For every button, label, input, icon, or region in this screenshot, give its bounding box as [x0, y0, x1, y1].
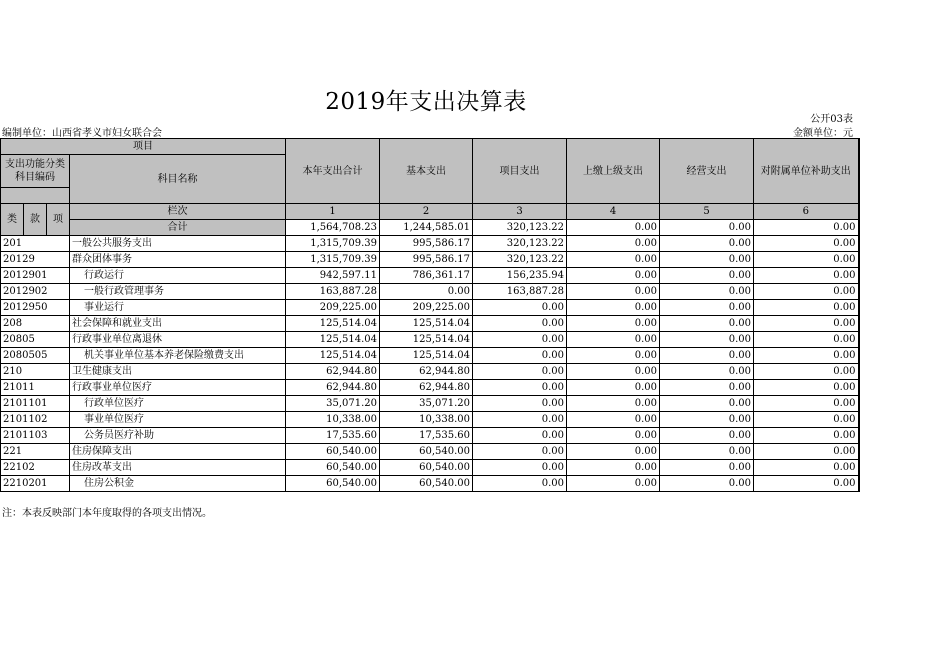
- row-subsidy-cell: 0.00: [754, 460, 859, 476]
- row-name: 事业单位医疗: [70, 412, 286, 428]
- xiang-header: 项: [47, 204, 70, 236]
- row-project-cell: 0.00: [473, 316, 567, 332]
- expenditure-table: [0, 138, 860, 492]
- row-total-cell: 209,225.00: [286, 300, 380, 316]
- row-code: 2210201: [1, 476, 70, 492]
- row-business-cell: 0.00: [660, 316, 754, 332]
- lanci-header: 栏次: [70, 204, 286, 220]
- kuan-header: 款: [24, 204, 47, 236]
- business-cell: 0.00: [660, 220, 754, 236]
- table-row: [1, 332, 859, 348]
- row-business-cell: 0.00: [660, 396, 754, 412]
- row-subsidy-cell: 0.00: [754, 476, 859, 492]
- row-business-cell: 0.00: [660, 364, 754, 380]
- row-code: 2012950: [1, 300, 70, 316]
- row-code: 2080505: [1, 348, 70, 364]
- table-row: [1, 268, 859, 284]
- row-name: 群众团体事务: [70, 252, 286, 268]
- row-code: 201: [1, 236, 70, 252]
- col-basic-header: 基本支出: [380, 139, 473, 204]
- row-total-cell: 125,514.04: [286, 332, 380, 348]
- row-project-cell: 0.00: [473, 460, 567, 476]
- row-basic-cell: 0.00: [380, 284, 473, 300]
- row-name: 卫生健康支出: [70, 364, 286, 380]
- row-name: 公务员医疗补助: [70, 428, 286, 444]
- row-basic-cell: 209,225.00: [380, 300, 473, 316]
- row-total-cell: 62,944.80: [286, 380, 380, 396]
- row-subsidy-cell: 0.00: [754, 380, 859, 396]
- row-code: 221: [1, 444, 70, 460]
- row-upper-cell: 0.00: [567, 460, 660, 476]
- row-code: 21011: [1, 380, 70, 396]
- row-project-cell: 320,123.22: [473, 252, 567, 268]
- col-num-4: 4: [567, 204, 660, 220]
- row-project-cell: 156,235.94: [473, 268, 567, 284]
- row-business-cell: 0.00: [660, 380, 754, 396]
- row-subsidy-cell: 0.00: [754, 316, 859, 332]
- row-project-cell: 0.00: [473, 444, 567, 460]
- subsidy-cell: 0.00: [754, 220, 859, 236]
- row-code: 2101103: [1, 428, 70, 444]
- func-code-header: 支出功能分类科目编码: [1, 155, 70, 188]
- col-business-header: 经营支出: [660, 139, 754, 204]
- row-total-cell: 62,944.80: [286, 364, 380, 380]
- table-row: [1, 316, 859, 332]
- col-num-5: 5: [660, 204, 754, 220]
- header-row-lanci: [1, 204, 859, 220]
- item-header: 项目: [1, 139, 286, 155]
- table-row: [1, 460, 859, 476]
- row-basic-cell: 125,514.04: [380, 348, 473, 364]
- row-name: 事业运行: [70, 300, 286, 316]
- row-subsidy-cell: 0.00: [754, 300, 859, 316]
- row-code: 208: [1, 316, 70, 332]
- row-project-cell: 0.00: [473, 380, 567, 396]
- row-basic-cell: 10,338.00: [380, 412, 473, 428]
- table-row: [1, 444, 859, 460]
- row-subsidy-cell: 0.00: [754, 444, 859, 460]
- row-upper-cell: 0.00: [567, 380, 660, 396]
- header-row-item: [1, 139, 859, 155]
- row-total-cell: 60,540.00: [286, 476, 380, 492]
- row-business-cell: 0.00: [660, 348, 754, 364]
- row-upper-cell: 0.00: [567, 332, 660, 348]
- row-upper-cell: 0.00: [567, 444, 660, 460]
- row-project-cell: 0.00: [473, 300, 567, 316]
- row-business-cell: 0.00: [660, 428, 754, 444]
- upper-cell: 0.00: [567, 220, 660, 236]
- row-business-cell: 0.00: [660, 412, 754, 428]
- col-num-2: 2: [380, 204, 473, 220]
- row-name: 行政事业单位医疗: [70, 380, 286, 396]
- row-code: 20129: [1, 252, 70, 268]
- row-basic-cell: 995,586.17: [380, 252, 473, 268]
- row-upper-cell: 0.00: [567, 348, 660, 364]
- row-subsidy-cell: 0.00: [754, 348, 859, 364]
- row-total-cell: 1,315,709.39: [286, 252, 380, 268]
- row-project-cell: 320,123.22: [473, 236, 567, 252]
- row-business-cell: 0.00: [660, 252, 754, 268]
- row-name: 一般公共服务支出: [70, 236, 286, 252]
- row-name: 住房改革支出: [70, 460, 286, 476]
- row-name: 行政单位医疗: [70, 396, 286, 412]
- row-basic-cell: 60,540.00: [380, 476, 473, 492]
- lei-header: 类: [1, 204, 24, 236]
- row-code: 20805: [1, 332, 70, 348]
- row-upper-cell: 0.00: [567, 412, 660, 428]
- row-basic-cell: 60,540.00: [380, 460, 473, 476]
- row-subsidy-cell: 0.00: [754, 236, 859, 252]
- row-project-cell: 0.00: [473, 428, 567, 444]
- row-business-cell: 0.00: [660, 284, 754, 300]
- sheet-code: 公开03表: [810, 114, 853, 125]
- project-cell: 320,123.22: [473, 220, 567, 236]
- row-total-cell: 60,540.00: [286, 460, 380, 476]
- row-total-cell: 35,071.20: [286, 396, 380, 412]
- basic-cell: 1,244,585.01: [380, 220, 473, 236]
- row-project-cell: 0.00: [473, 396, 567, 412]
- row-project-cell: 0.00: [473, 364, 567, 380]
- footnote: 注：本表反映部门本年度取得的各项支出情况。: [2, 508, 212, 519]
- row-basic-cell: 125,514.04: [380, 316, 473, 332]
- row-code: 22102: [1, 460, 70, 476]
- col-num-1: 1: [286, 204, 380, 220]
- header-spacer: [1, 188, 70, 204]
- total-row: [1, 220, 859, 236]
- row-code: 2101102: [1, 412, 70, 428]
- row-name: 社会保障和就业支出: [70, 316, 286, 332]
- row-basic-cell: 62,944.80: [380, 364, 473, 380]
- table-row: [1, 252, 859, 268]
- row-project-cell: 0.00: [473, 412, 567, 428]
- row-name: 住房公积金: [70, 476, 286, 492]
- row-basic-cell: 17,535.60: [380, 428, 473, 444]
- total-label: 合计: [70, 220, 286, 236]
- row-subsidy-cell: 0.00: [754, 364, 859, 380]
- table-row: [1, 348, 859, 364]
- table-row: [1, 412, 859, 428]
- row-upper-cell: 0.00: [567, 284, 660, 300]
- row-project-cell: 0.00: [473, 476, 567, 492]
- row-basic-cell: 62,944.80: [380, 380, 473, 396]
- row-code: 210: [1, 364, 70, 380]
- row-basic-cell: 786,361.17: [380, 268, 473, 284]
- row-upper-cell: 0.00: [567, 268, 660, 284]
- row-business-cell: 0.00: [660, 460, 754, 476]
- row-subsidy-cell: 0.00: [754, 284, 859, 300]
- row-subsidy-cell: 0.00: [754, 268, 859, 284]
- row-upper-cell: 0.00: [567, 364, 660, 380]
- row-basic-cell: 60,540.00: [380, 444, 473, 460]
- row-total-cell: 125,514.04: [286, 348, 380, 364]
- row-upper-cell: 0.00: [567, 316, 660, 332]
- row-project-cell: 0.00: [473, 332, 567, 348]
- org-label: 编制单位：山西省孝义市妇女联合会: [2, 128, 162, 139]
- row-business-cell: 0.00: [660, 444, 754, 460]
- row-subsidy-cell: 0.00: [754, 428, 859, 444]
- col-num-3: 3: [473, 204, 567, 220]
- row-code: 2101101: [1, 396, 70, 412]
- row-name: 行政运行: [70, 268, 286, 284]
- table-row: [1, 476, 859, 492]
- table-row: [1, 380, 859, 396]
- row-subsidy-cell: 0.00: [754, 252, 859, 268]
- row-business-cell: 0.00: [660, 332, 754, 348]
- row-subsidy-cell: 0.00: [754, 396, 859, 412]
- row-business-cell: 0.00: [660, 476, 754, 492]
- row-upper-cell: 0.00: [567, 252, 660, 268]
- row-basic-cell: 35,071.20: [380, 396, 473, 412]
- total-cell: 1,564,708.23: [286, 220, 380, 236]
- row-subsidy-cell: 0.00: [754, 412, 859, 428]
- row-basic-cell: 125,514.04: [380, 332, 473, 348]
- subject-name-header: 科目名称: [70, 155, 286, 204]
- row-total-cell: 942,597.11: [286, 268, 380, 284]
- row-upper-cell: 0.00: [567, 428, 660, 444]
- col-subsidy-header: 对附属单位补助支出: [754, 139, 859, 204]
- row-total-cell: 60,540.00: [286, 444, 380, 460]
- table-row: [1, 300, 859, 316]
- row-name: 行政事业单位离退休: [70, 332, 286, 348]
- table-row: [1, 428, 859, 444]
- row-name: 住房保障支出: [70, 444, 286, 460]
- row-upper-cell: 0.00: [567, 300, 660, 316]
- row-business-cell: 0.00: [660, 268, 754, 284]
- row-total-cell: 17,535.60: [286, 428, 380, 444]
- table-row: [1, 396, 859, 412]
- row-project-cell: 163,887.28: [473, 284, 567, 300]
- row-total-cell: 1,315,709.39: [286, 236, 380, 252]
- table-row: [1, 364, 859, 380]
- row-total-cell: 163,887.28: [286, 284, 380, 300]
- row-name: 一般行政管理事务: [70, 284, 286, 300]
- row-business-cell: 0.00: [660, 236, 754, 252]
- row-upper-cell: 0.00: [567, 396, 660, 412]
- unit-label: 金额单位：元: [793, 128, 853, 139]
- col-project-header: 项目支出: [473, 139, 567, 204]
- row-business-cell: 0.00: [660, 300, 754, 316]
- row-total-cell: 125,514.04: [286, 316, 380, 332]
- col-num-6: 6: [754, 204, 859, 220]
- page-title: 2019年支出决算表: [325, 89, 527, 115]
- col-total-header: 本年支出合计: [286, 139, 380, 204]
- row-code: 2012902: [1, 284, 70, 300]
- row-name: 机关事业单位基本养老保险缴费支出: [70, 348, 286, 364]
- row-subsidy-cell: 0.00: [754, 332, 859, 348]
- row-project-cell: 0.00: [473, 348, 567, 364]
- col-upper-header: 上缴上级支出: [567, 139, 660, 204]
- row-upper-cell: 0.00: [567, 236, 660, 252]
- table-row: [1, 284, 859, 300]
- row-code: 2012901: [1, 268, 70, 284]
- row-upper-cell: 0.00: [567, 476, 660, 492]
- table-row: [1, 236, 859, 252]
- row-total-cell: 10,338.00: [286, 412, 380, 428]
- row-basic-cell: 995,586.17: [380, 236, 473, 252]
